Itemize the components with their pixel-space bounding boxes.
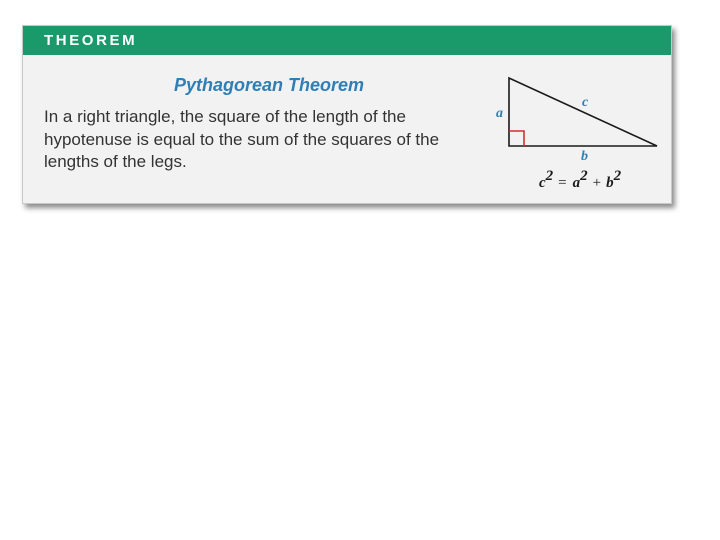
right-triangle-diagram <box>493 64 663 199</box>
theorem-header-band <box>23 26 671 55</box>
formula-plus: + <box>592 175 602 191</box>
theorem-title: Pythagorean Theorem <box>174 75 365 95</box>
hypotenuse-c-label: c <box>582 95 589 110</box>
triangle-shape <box>509 78 657 146</box>
theorem-statement: In a right triangle, the square of the length of the hypotenuse is equal to the sum of the squares of the lengths of the legs. <box>44 107 440 171</box>
formula-a-exponent: 2 <box>580 168 588 184</box>
theorem-header-label: THEOREM <box>44 32 138 49</box>
formula-a: a <box>572 175 581 191</box>
pythagorean-formula <box>539 168 622 191</box>
formula-c-exponent: 2 <box>545 168 554 184</box>
formula-c: c <box>539 175 546 191</box>
leg-b-label: b <box>581 149 588 164</box>
svg-text:c2=a2+b2 <box>539 168 622 191</box>
leg-a-label: a <box>496 106 503 121</box>
formula-b-exponent: 2 <box>613 168 622 184</box>
formula-b: b <box>606 175 614 191</box>
theorem-box <box>22 25 672 204</box>
formula-equals: = <box>558 175 567 191</box>
right-angle-marker <box>509 131 524 146</box>
